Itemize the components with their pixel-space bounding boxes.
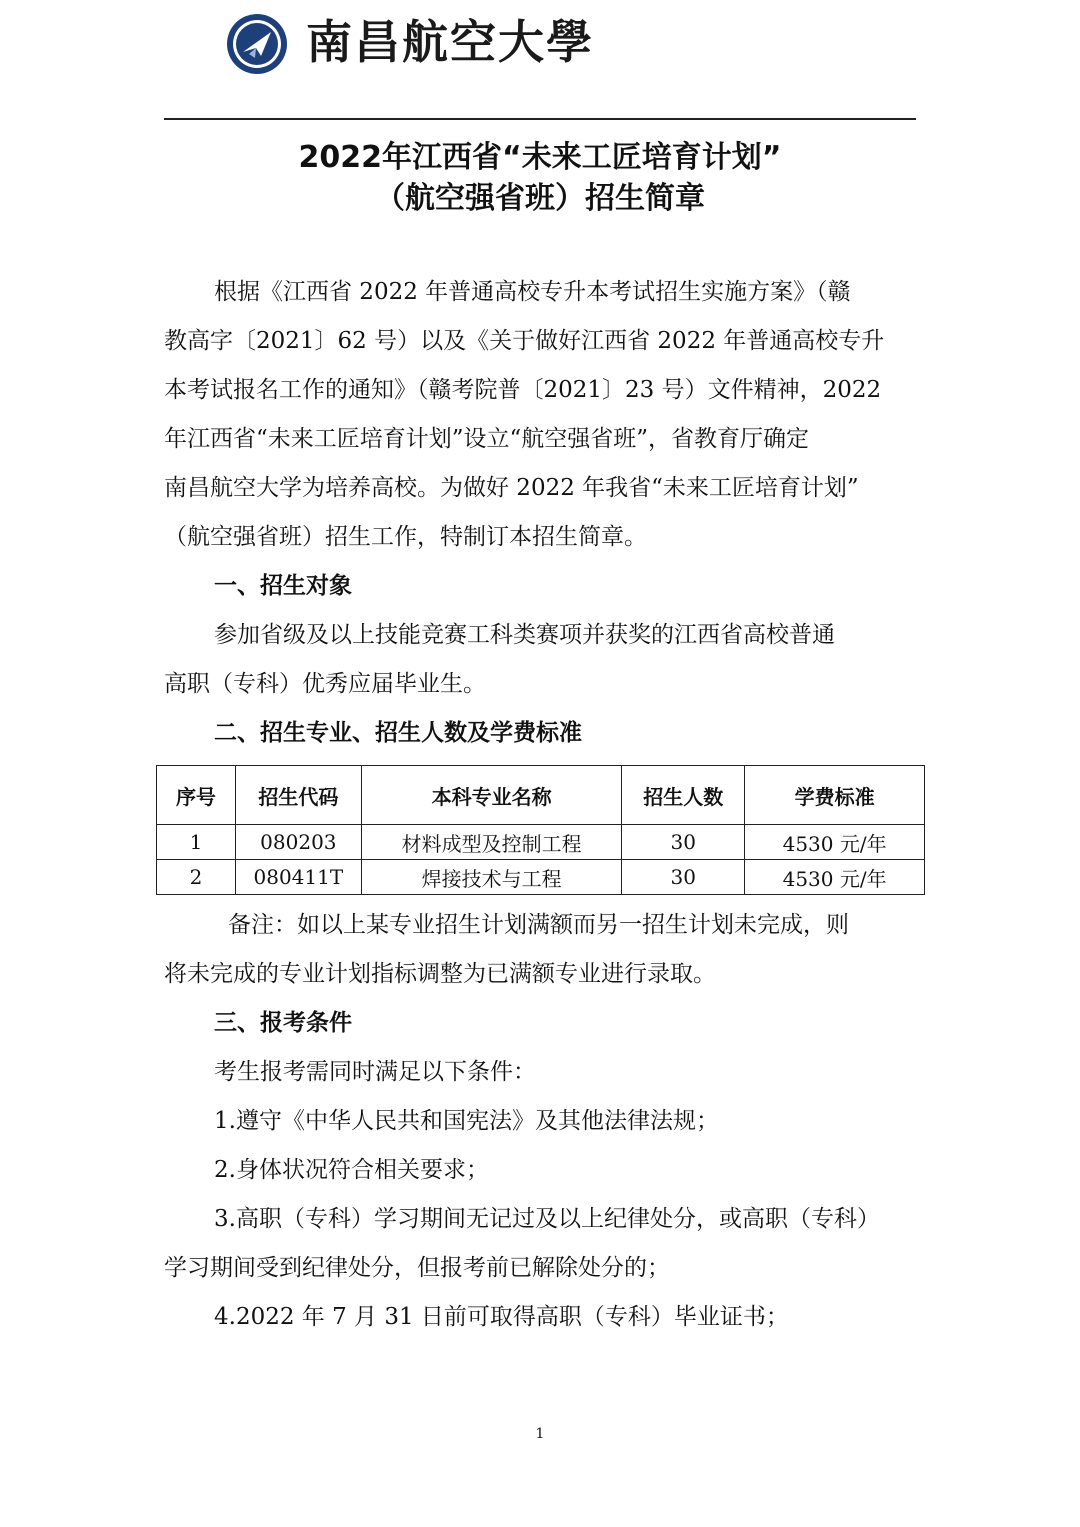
condition-line: 2.身体状况符合相关要求； [214,1157,489,1183]
cell-quota: 30 [622,860,745,895]
condition-line: 1.遵守《中华人民共和国宪法》及其他法律法规； [214,1108,719,1134]
document-title-line-2: （航空强省班）招生简章 [375,181,705,216]
cell-code: 080411T [235,860,361,895]
note-line: 备注：如以上某专业招生计划满额而另一招生计划未完成，则 [228,912,849,938]
section1-line: 参加省级及以上技能竞赛工科类赛项并获奖的江西省高校普通 [214,622,835,648]
table-row [157,825,925,860]
section-heading-2: 二、招生专业、招生人数及学费标准 [214,720,582,746]
col-header-fee: 学费标准 [745,766,925,825]
condition-line: 3.高职（专科）学习期间无记过及以上纪律处分，或高职（专科） [214,1206,880,1232]
cell-code: 080203 [235,825,361,860]
condition-line: 4.2022 年 7 月 31 日前可取得高职（专科）毕业证书； [214,1304,789,1330]
condition-line: 考生报考需同时满足以下条件： [214,1059,536,1085]
cell-fee: 4530 元/年 [745,860,925,895]
cell-major: 材料成型及控制工程 [361,825,622,860]
university-name: 南昌航空大學 [306,15,594,69]
header-divider [164,118,916,120]
document-title-line-1: 2022年江西省“未来工匠培育计划” [298,140,782,175]
section3-paragraph [164,1048,916,1342]
university-emblem-icon [225,12,289,76]
col-header-seq: 序号 [157,766,236,825]
note-line: 将未完成的专业计划指标调整为已满额专业进行录取。 [164,961,716,987]
col-header-major: 本科专业名称 [361,766,622,825]
col-header-quota: 招生人数 [622,766,745,825]
table-header-row [157,766,925,825]
condition-line: 学习期间受到纪律处分，但报考前已解除处分的； [164,1255,670,1281]
intro-line: 根据《江西省 2022 年普通高校专升本考试招生实施方案》（赣 [214,279,851,305]
section-heading-1: 一、招生对象 [214,573,352,599]
section1-paragraph [164,611,916,709]
page-number: 1 [535,1426,545,1442]
cell-fee: 4530 元/年 [745,825,925,860]
col-header-code: 招生代码 [235,766,361,825]
cell-seq: 1 [157,825,236,860]
cell-seq: 2 [157,860,236,895]
intro-line: 年江西省“未来工匠培育计划”设立“航空强省班”，省教育厅确定 [164,426,810,452]
table-note [164,901,916,999]
table-row [157,860,925,895]
cell-major: 焊接技术与工程 [361,860,622,895]
intro-line: 南昌航空大学为培养高校。为做好 2022 年我省“未来工匠培育计划” [164,475,859,501]
enrollment-table [156,765,925,895]
intro-line: （航空强省班）招生工作，特制订本招生简章。 [164,524,647,550]
intro-paragraph [164,268,916,562]
section1-line: 高职（专科）优秀应届毕业生。 [164,671,486,697]
intro-line: 教高字〔2021〕62 号）以及《关于做好江西省 2022 年普通高校专升 [164,328,885,354]
section-heading-3: 三、报考条件 [214,1010,352,1036]
intro-line: 本考试报名工作的通知》（赣考院普〔2021〕23 号）文件精神，2022 [164,377,882,403]
cell-quota: 30 [622,825,745,860]
